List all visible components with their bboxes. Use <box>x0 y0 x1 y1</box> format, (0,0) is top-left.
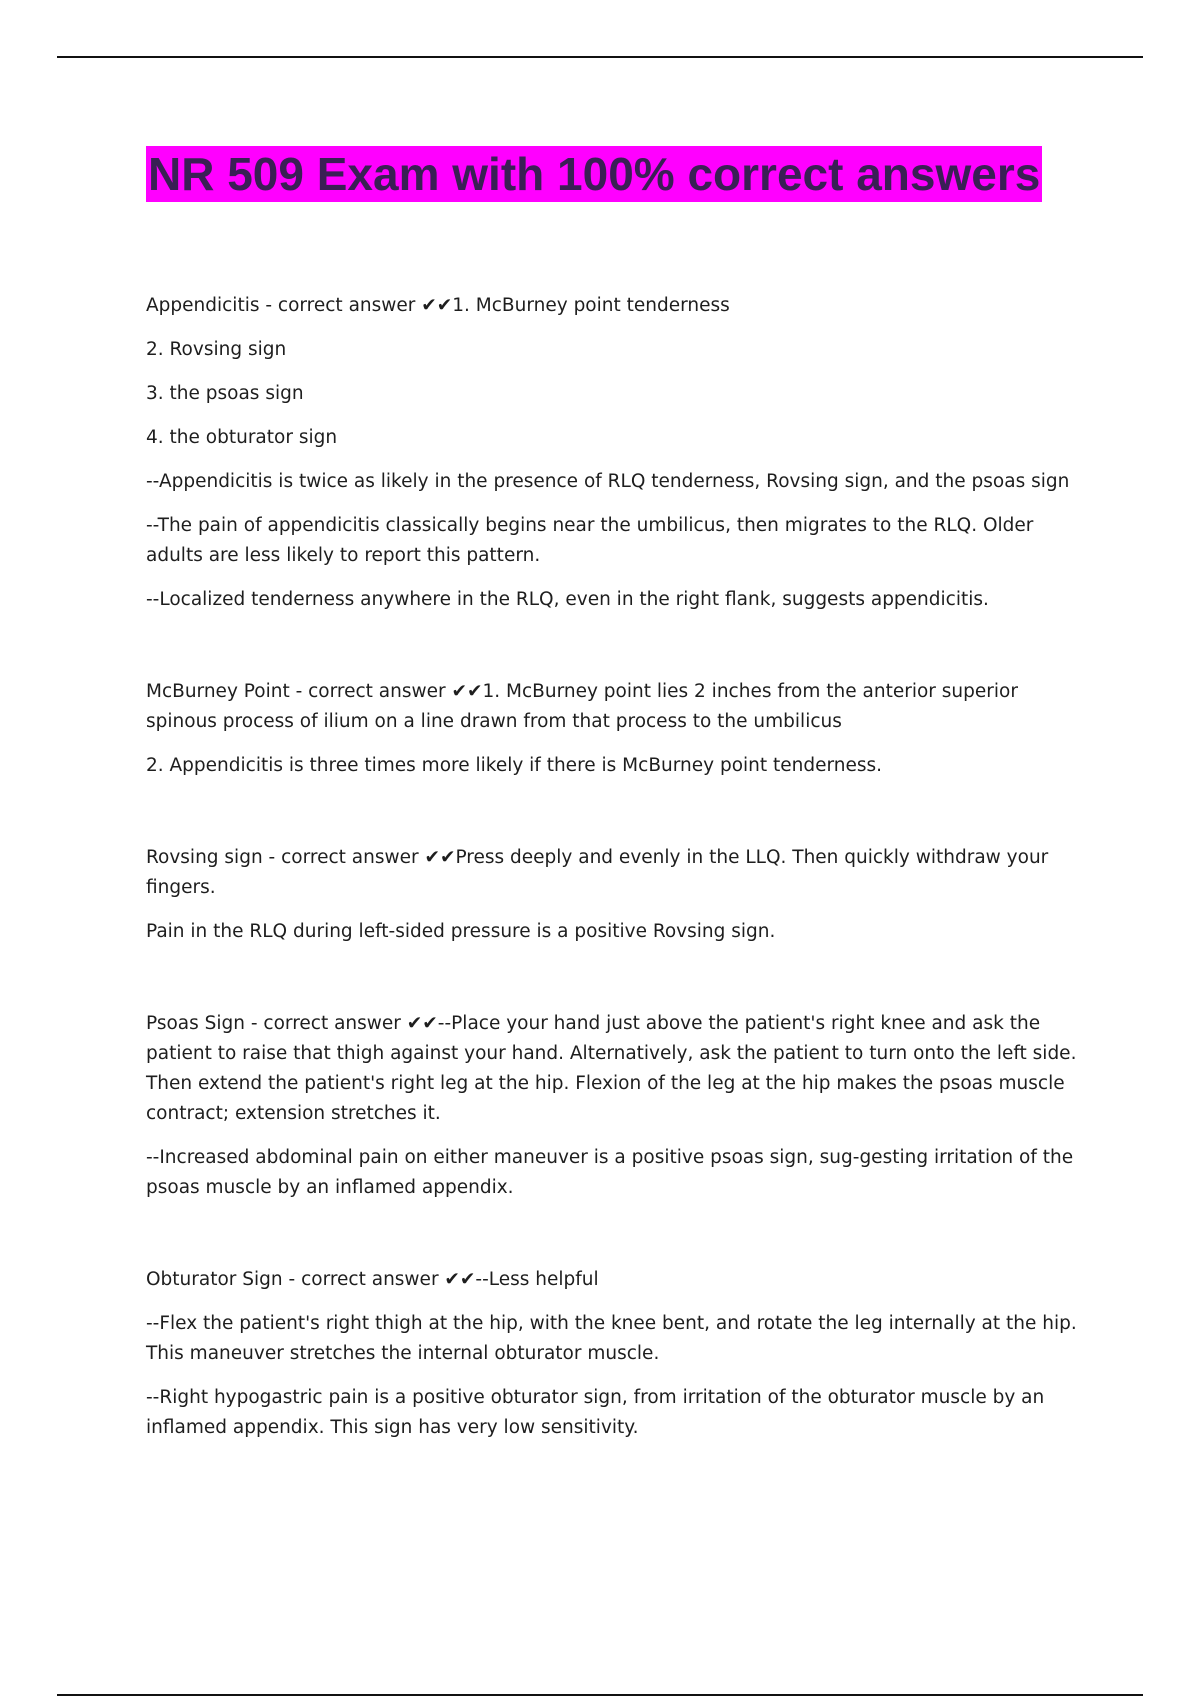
entry-text-line: McBurney Point - correct answer ✔✔1. McBurney point lies 2 inches from the anterior superior spinous process of ilium on a line drawn from that process to the umbilicus <box>146 681 1018 732</box>
entry-text-line: Appendicitis - correct answer ✔✔1. McBurney point tenderness <box>146 295 730 316</box>
entry-text-line: --Flex the patient's right thigh at the hip, with the knee bent, and rotate the leg internally at the hip. This maneuver stretches the internal obturator muscle. <box>146 1313 1077 1364</box>
entry-text-line: Psoas Sign - correct answer ✔✔--Place your hand just above the patient's right knee and ask the patient to raise that thigh against your hand. Alternatively, ask the patient to turn onto the left side. Then extend the patient's right leg at the hip. Flexion of the leg at the hip makes the psoas muscle contract; extension stretches it. <box>146 1013 1077 1124</box>
qa-entry-psoas-sign <box>146 1009 1086 1203</box>
bottom-rule <box>57 1694 1143 1696</box>
entry-text-line: --Right hypogastric pain is a positive obturator sign, from irritation of the obturator muscle by an inflamed appendix. This sign has very low sensitivity. <box>146 1387 1045 1438</box>
qa-entry-appendicitis <box>146 291 1086 615</box>
document-body <box>146 291 1086 1505</box>
document-title: NR 509 Exam with 100% correct answers <box>148 148 1041 200</box>
entry-text-line: 2. Rovsing sign <box>146 339 287 360</box>
entry-text-line: --The pain of appendicitis classically begins near the umbilicus, then migrates to the RLQ. Older adults are less likely to report this pattern. <box>146 515 1034 566</box>
entry-text-line: Pain in the RLQ during left-sided pressure is a positive Rovsing sign. <box>146 921 776 942</box>
entry-text-line: 2. Appendicitis is three times more likely if there is McBurney point tenderness. <box>146 755 883 776</box>
entry-text-line: Obturator Sign - correct answer ✔✔--Less helpful <box>146 1269 599 1290</box>
entry-text-line: 4. the obturator sign <box>146 427 338 448</box>
entry-text-line: --Increased abdominal pain on either maneuver is a positive psoas sign, sug-gesting irritation of the psoas muscle by an inflamed appendix. <box>146 1147 1074 1198</box>
entry-text-line: Rovsing sign - correct answer ✔✔Press deeply and evenly in the LLQ. Then quickly withdraw your fingers. <box>146 847 1049 898</box>
entry-text-line: --Localized tenderness anywhere in the RLQ, even in the right flank, suggests appendicitis. <box>146 589 989 610</box>
entry-text-line: --Appendicitis is twice as likely in the presence of RLQ tenderness, Rovsing sign, and the psoas sign <box>146 471 1070 492</box>
qa-entry-mcburney-point <box>146 677 1086 781</box>
top-rule <box>57 56 1143 58</box>
qa-entry-obturator-sign <box>146 1265 1086 1443</box>
qa-entry-rovsing-sign <box>146 843 1086 947</box>
title-area <box>146 146 1200 202</box>
entry-text-line: 3. the psoas sign <box>146 383 304 404</box>
